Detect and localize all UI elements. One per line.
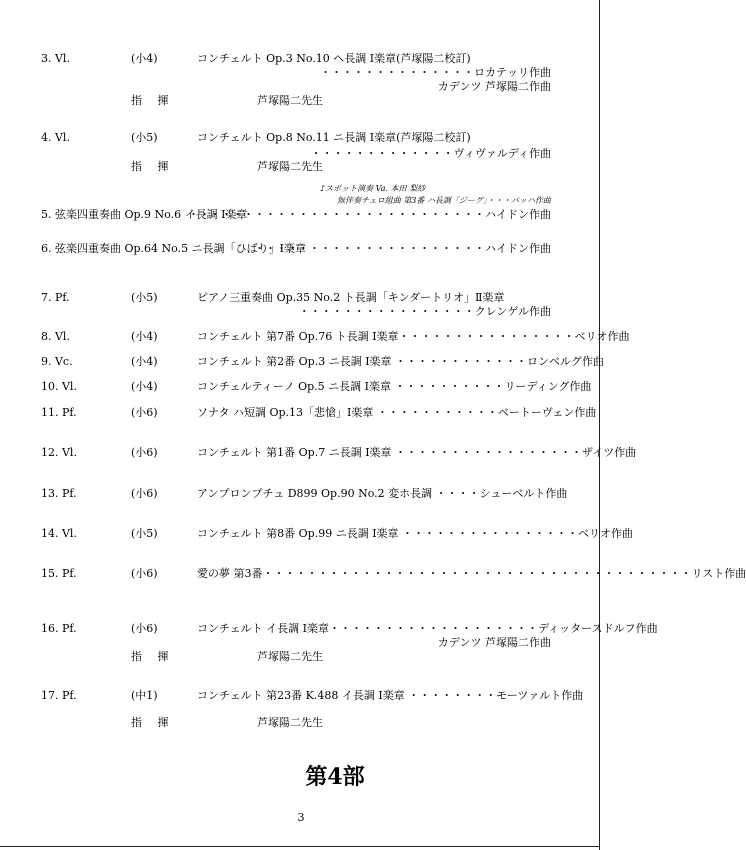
item-piece: コンチェルト 第1番 Op.7 ニ長調 Ⅰ楽章 ・・・・・・・・・・・・・・・・・ザイツ作曲: [197, 446, 637, 459]
item-piece: コンチェルト 第7番 Op.76 ト長調 Ⅰ楽章・・・・・・・・・・・・・・・・ベリオ作曲: [197, 330, 630, 343]
item-number: 9. Vc.: [41, 355, 73, 368]
item-composer: ・・・・・・・・・・・・・・ロカテッリ作曲: [320, 66, 551, 79]
item-number: 11. Pf.: [41, 406, 77, 419]
spot-performance-piece: 無伴奏チェロ組曲 第3番 ハ長調「ジーグ」・・・バッハ作曲: [337, 196, 551, 205]
item-piece: コンチェルト Op.8 No.11 ニ長調 Ⅰ楽章(芦塚陽二校訂): [197, 131, 471, 144]
item-number: 4. Vl.: [41, 131, 70, 144]
item-number: 13. Pf.: [41, 487, 77, 500]
spot-performance-note: ♪スポット演奏 Va. 本田 梨紗: [320, 184, 426, 193]
item-title: 6. 弦楽四重奏曲 Op.64 No.5 ニ長調「ひばり」Ⅰ楽章: [41, 242, 306, 255]
item-piece: ピアノ三重奏曲 Op.35 No.2 ト長調「キンダートリオ」Ⅱ楽章: [197, 291, 505, 304]
section-title: 第4部: [305, 764, 365, 790]
item-piece: アンプロンプチュ D899 Op.90 No.2 変ホ長調 ・・・・シューベルト作曲: [197, 487, 568, 500]
item-grade: (小4): [131, 52, 158, 65]
item-cadenza: カデンツ 芦塚陽二作曲: [437, 636, 551, 649]
item-grade: (小6): [131, 406, 158, 419]
item-number: 16. Pf.: [41, 622, 77, 635]
item-piece: コンチェルト 第2番 Op.3 ニ長調 Ⅰ楽章 ・・・・・・・・・・・・ロンベルグ作曲: [197, 355, 604, 368]
conductor-name: 芦塚陽二先生: [257, 160, 323, 173]
item-number: 7. Pf.: [41, 291, 70, 304]
conductor-label: 指 揮: [131, 160, 175, 173]
item-composer: ・・・・・・・・・・・・・・・・・・・・・ハイドン作曲: [254, 242, 551, 255]
item-number: 10. Vl.: [41, 380, 77, 393]
conductor-label: 指 揮: [131, 716, 175, 729]
item-composer: ・・・・・・・・・・・・・・・・クレンゲル作曲: [298, 305, 551, 318]
page-border-right: [599, 0, 600, 850]
item-grade: (小4): [131, 380, 158, 393]
item-number: 15. Pf.: [41, 567, 77, 580]
item-composer: ・・・・・・・・・・・・・ヴィヴァルディ作曲: [310, 147, 551, 160]
item-number: 14. Vl.: [41, 527, 77, 540]
conductor-name: 芦塚陽二先生: [257, 94, 323, 107]
item-number: 12. Vl.: [41, 446, 77, 459]
item-cadenza: カデンツ 芦塚陽二作曲: [437, 80, 551, 93]
item-grade: (小6): [131, 487, 158, 500]
item-composer: ・・・・・・・・・・・・・・・・・・・・・・・・・・・ハイドン作曲: [188, 208, 551, 221]
page-border-bottom: [0, 846, 600, 847]
item-grade: (小5): [131, 291, 158, 304]
item-number: 8. Vl.: [41, 330, 70, 343]
item-grade: (中1): [131, 689, 158, 702]
item-piece: コンチェルト 第8番 Op.99 ニ長調 Ⅰ楽章 ・・・・・・・・・・・・・・・・ベリオ作曲: [197, 527, 633, 540]
conductor-label: 指 揮: [131, 94, 175, 107]
page-number: 3: [297, 811, 305, 824]
item-grade: (小4): [131, 355, 158, 368]
conductor-name: 芦塚陽二先生: [257, 650, 323, 663]
item-piece: 愛の夢 第3番・・・・・・・・・・・・・・・・・・・・・・・・・・・・・・・・・・・・・・・リスト作曲: [197, 567, 746, 580]
item-grade: (小5): [131, 131, 158, 144]
item-piece: ソナタ ハ短調 Op.13「悲愴」Ⅰ楽章 ・・・・・・・・・・・ベートーヴェン作曲: [197, 406, 597, 419]
item-piece: コンチェルト 第23番 K.488 イ長調 Ⅰ楽章 ・・・・・・・・モーツァルト作曲: [197, 689, 584, 702]
conductor-label: 指 揮: [131, 650, 175, 663]
conductor-name: 芦塚陽二先生: [257, 716, 323, 729]
item-grade: (小6): [131, 567, 158, 580]
item-number: 3. Vl.: [41, 52, 70, 65]
item-piece: コンチェルト イ長調 Ⅰ楽章・・・・・・・・・・・・・・・・・・・ディッタースドルフ作曲: [197, 622, 658, 635]
item-grade: (小6): [131, 446, 158, 459]
item-title: 5. 弦楽四重奏曲 Op.9 No.6 イ長調 Ⅰ楽章: [41, 208, 248, 221]
item-grade: (小5): [131, 527, 158, 540]
item-piece: コンチェルティーノ Op.5 ニ長調 Ⅰ楽章 ・・・・・・・・・・リーディング作曲: [197, 380, 592, 393]
item-number: 17. Pf.: [41, 689, 77, 702]
item-grade: (小4): [131, 330, 158, 343]
item-piece: コンチェルト Op.3 No.10 ヘ長調 Ⅰ楽章(芦塚陽二校訂): [197, 52, 471, 65]
item-grade: (小6): [131, 622, 158, 635]
